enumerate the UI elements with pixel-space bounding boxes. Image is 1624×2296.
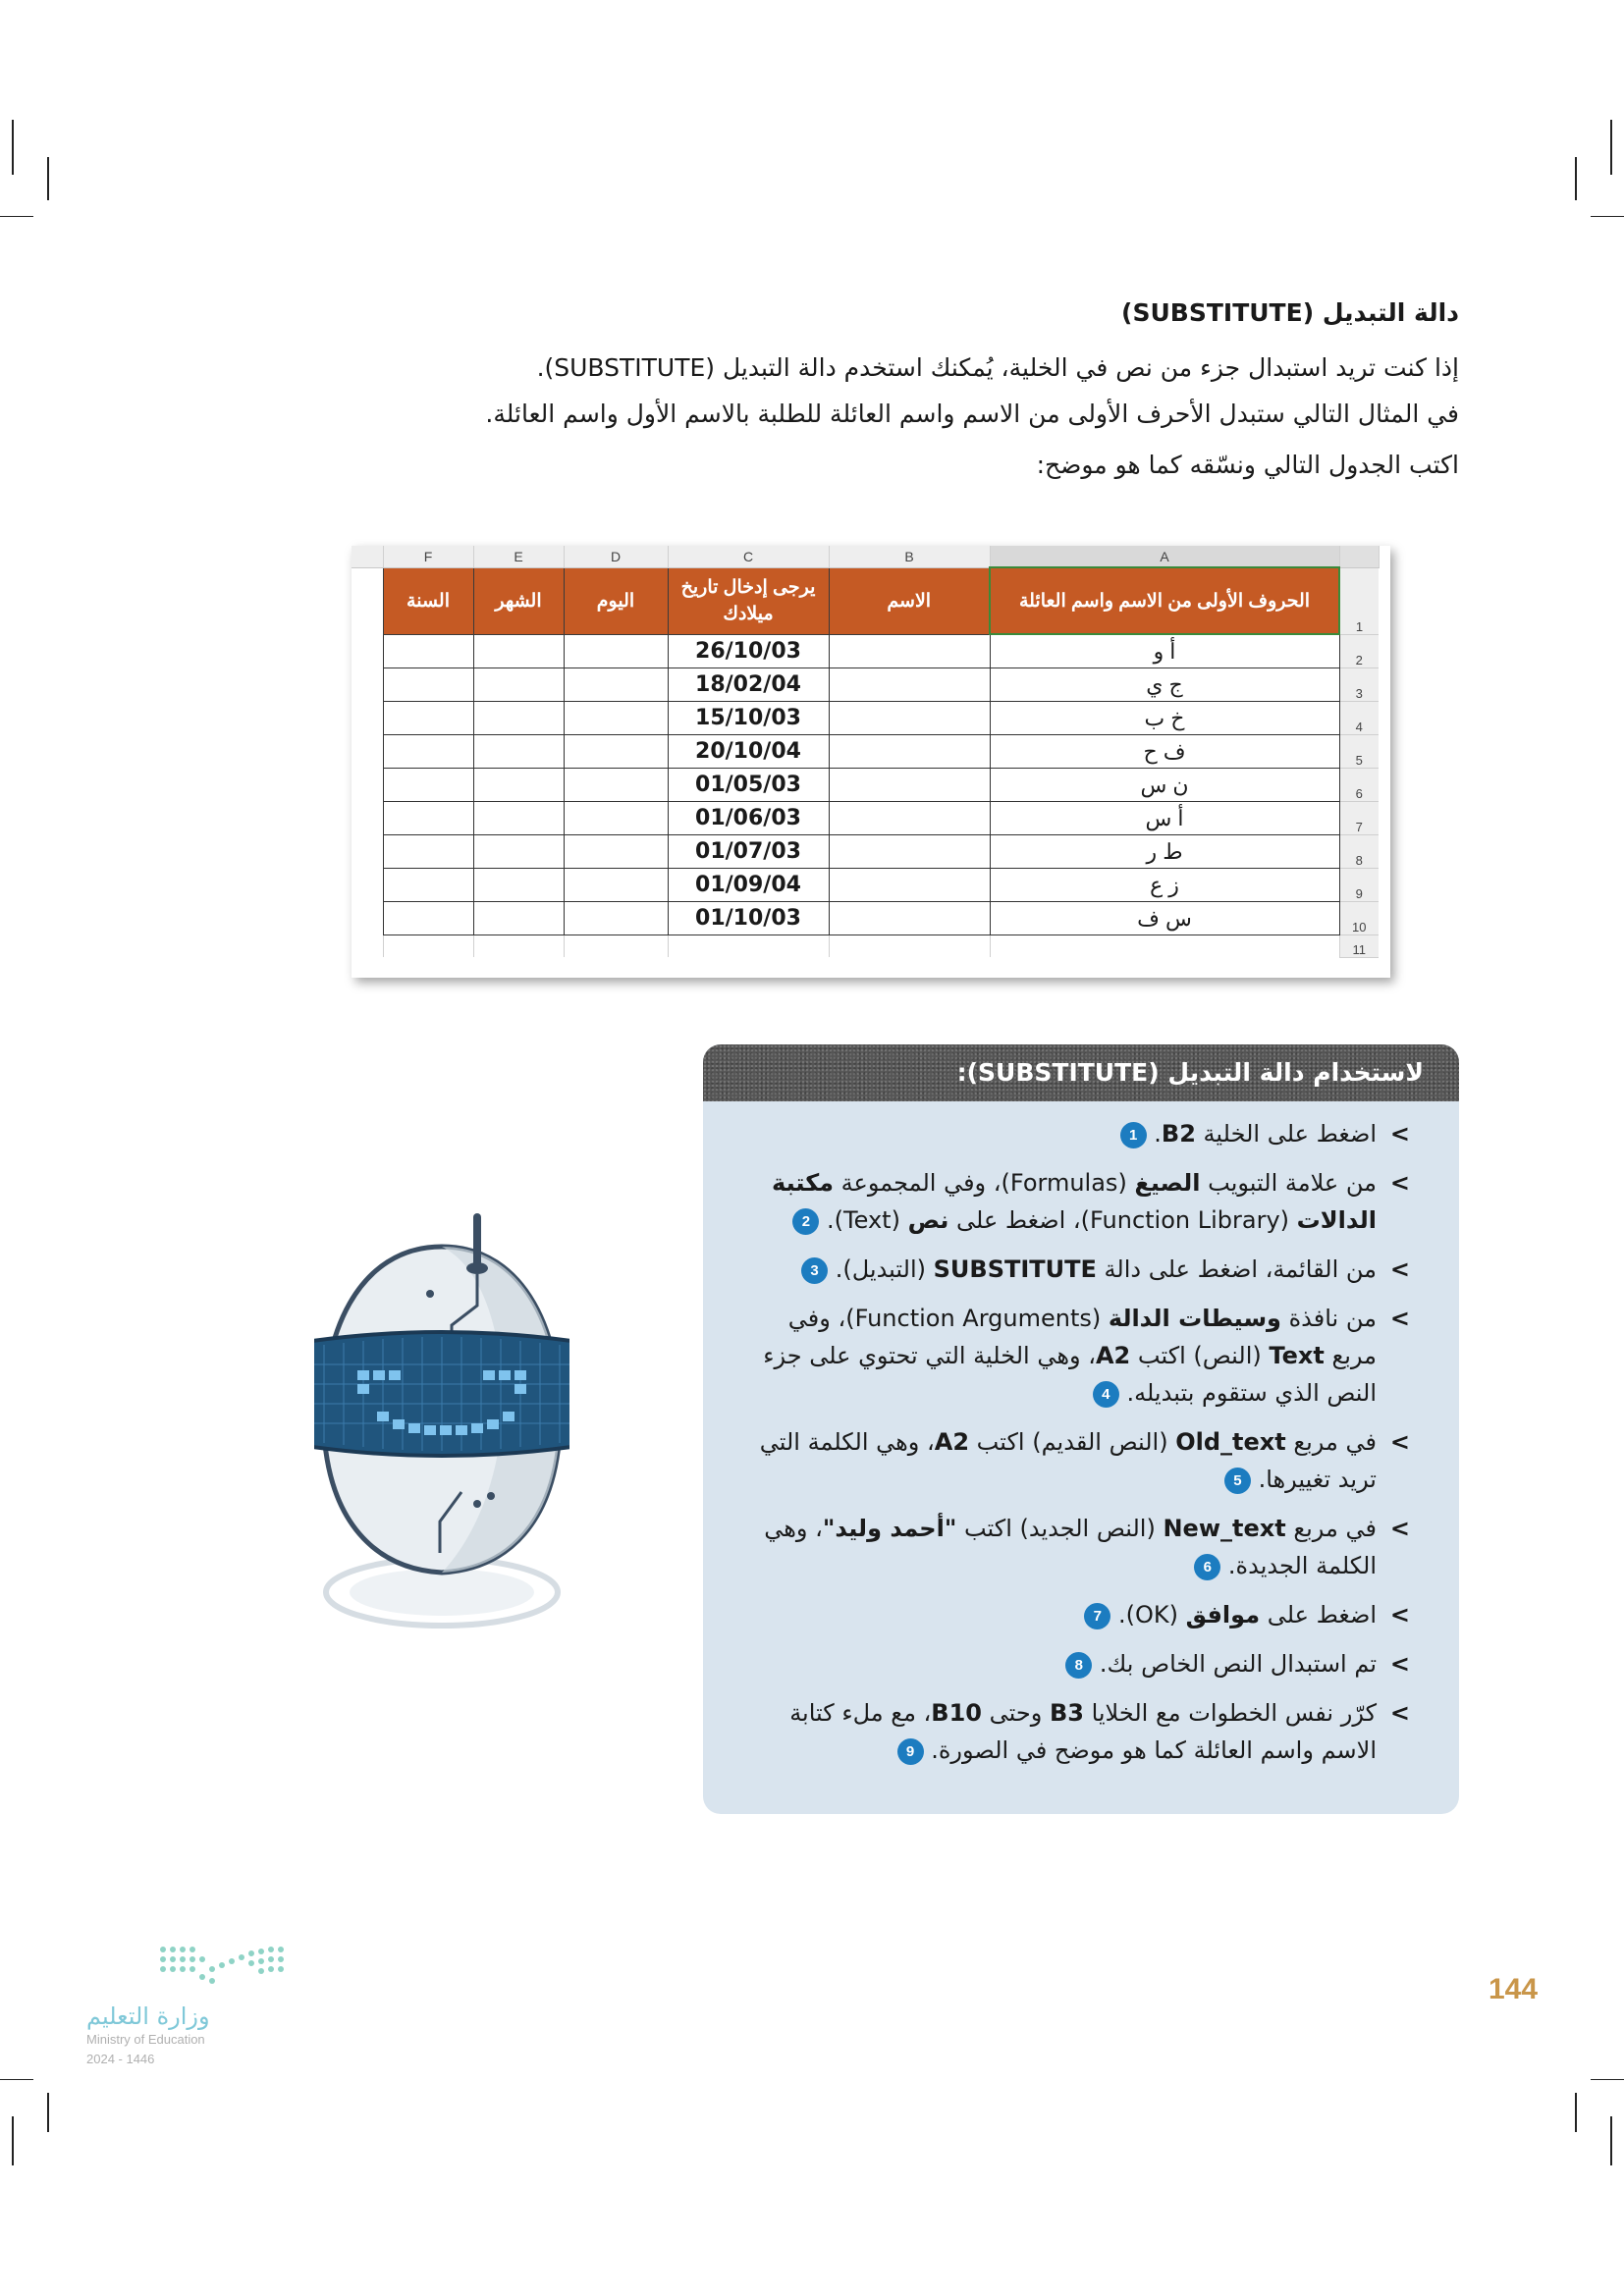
- ministry-year: 2024 - 1446: [86, 2052, 155, 2066]
- row-number[interactable]: 1: [1339, 567, 1379, 634]
- step-arrow-icon: >: [1389, 1255, 1410, 1283]
- crop-mark: [1610, 2116, 1612, 2165]
- row-gutter: [352, 802, 383, 835]
- step-text: ،: [1080, 1342, 1096, 1369]
- birthdate-cell[interactable]: 01/06/03: [668, 802, 829, 835]
- initials-cell[interactable]: ز ع: [990, 869, 1339, 902]
- robot-illustration: [314, 1207, 569, 1639]
- crop-mark: [1591, 216, 1624, 217]
- name-cell[interactable]: [829, 902, 990, 935]
- crop-mark: [47, 157, 49, 200]
- row-gutter: [352, 735, 383, 769]
- crop-mark: [1610, 120, 1612, 175]
- birthdate-cell[interactable]: 01/07/03: [668, 835, 829, 869]
- step-number-badge: 7: [1084, 1603, 1110, 1629]
- steps-list: [703, 1101, 1459, 1769]
- name-cell[interactable]: [829, 634, 990, 668]
- row-number[interactable]: 8: [1339, 835, 1379, 869]
- row-header-gutter: [352, 546, 383, 567]
- day-cell[interactable]: [564, 702, 668, 735]
- robot-dot: [473, 1500, 481, 1508]
- row-gutter: [352, 902, 383, 935]
- row-number[interactable]: 4: [1339, 702, 1379, 735]
- step-bold-term: مكتبة الدالات: [772, 1169, 1377, 1234]
- row-gutter: [352, 769, 383, 802]
- page-number: 144: [1489, 1973, 1539, 2005]
- step-number-badge: 1: [1120, 1122, 1147, 1148]
- header-cell-initials[interactable]: الحروف الأولى من الاسم واسم العائلة: [990, 567, 1339, 634]
- step-number-badge: 4: [1093, 1381, 1119, 1408]
- month-cell[interactable]: [473, 634, 564, 668]
- table-row: [352, 802, 1379, 835]
- row-gutter: [352, 702, 383, 735]
- table-row: [352, 668, 1379, 702]
- month-cell[interactable]: [473, 835, 564, 869]
- initials-cell[interactable]: ج ي: [990, 668, 1339, 702]
- row-gutter: [352, 835, 383, 869]
- step-bold-term: B3: [1049, 1699, 1084, 1727]
- step-number-badge: 3: [801, 1257, 828, 1284]
- crop-mark: [1591, 2079, 1624, 2080]
- robot-dot: [426, 1290, 434, 1298]
- row-gutter: [352, 634, 383, 668]
- crop-mark: [0, 2079, 33, 2080]
- crop-mark: [47, 2093, 49, 2132]
- name-cell[interactable]: [829, 702, 990, 735]
- year-cell[interactable]: [383, 634, 473, 668]
- empty-cell[interactable]: [829, 935, 990, 958]
- day-cell[interactable]: [564, 902, 668, 935]
- header-cell-birthdate[interactable]: يرجى إدخال تاريخ ميلادك: [668, 567, 829, 634]
- step-text: (النص الجديد) اكتب: [956, 1515, 1164, 1542]
- birthdate-cell[interactable]: 26/10/03: [668, 634, 829, 668]
- step-text: (التبديل).: [835, 1255, 934, 1283]
- table-row: [352, 735, 1379, 769]
- column-header-d[interactable]: D: [564, 546, 668, 567]
- robot-dot: [487, 1492, 495, 1500]
- table-row: [352, 869, 1379, 902]
- step-bold-term: الصيغ: [1134, 1169, 1201, 1197]
- spreadsheet-figure: [352, 546, 1390, 978]
- row-number[interactable]: 6: [1339, 769, 1379, 802]
- step-bold-term: New_text: [1163, 1515, 1286, 1542]
- step-bold-term: Text: [1269, 1342, 1325, 1369]
- month-cell[interactable]: [473, 769, 564, 802]
- initials-cell[interactable]: أ و: [990, 634, 1339, 668]
- name-cell[interactable]: [829, 869, 990, 902]
- header-cell-name[interactable]: الاسم: [829, 567, 990, 634]
- birthdate-cell[interactable]: 20/10/04: [668, 735, 829, 769]
- ministry-name-english: Ministry of Education: [86, 2032, 205, 2047]
- select-all-corner[interactable]: [1339, 546, 1379, 567]
- step-number-badge: 6: [1194, 1554, 1220, 1580]
- empty-cell[interactable]: [564, 935, 668, 958]
- column-header-b[interactable]: B: [829, 546, 990, 567]
- row-number[interactable]: 11: [1339, 935, 1379, 958]
- step-text: في مربع: [1285, 1428, 1377, 1456]
- step-bold-term: وسيطات الدالة: [1108, 1305, 1281, 1332]
- day-cell[interactable]: [564, 869, 668, 902]
- day-cell[interactable]: [564, 634, 668, 668]
- ministry-name-arabic: وزارة التعليم: [86, 2002, 210, 2030]
- step-text: (Text).: [827, 1206, 908, 1234]
- step-arrow-icon: >: [1389, 1428, 1410, 1456]
- step-item: [752, 1596, 1410, 1633]
- table-row: [352, 902, 1379, 935]
- step-item: [752, 1510, 1410, 1584]
- month-cell[interactable]: [473, 735, 564, 769]
- step-bold-term: نص: [907, 1206, 949, 1234]
- crop-mark: [0, 216, 33, 217]
- year-cell[interactable]: [383, 735, 473, 769]
- step-text: اضغط على الخلية: [1195, 1120, 1377, 1148]
- robot-antenna-base: [466, 1262, 488, 1274]
- step-bold-term: A2: [934, 1428, 970, 1456]
- step-bold-term: B2: [1161, 1120, 1196, 1148]
- step-text: (النص) اكتب: [1130, 1342, 1270, 1369]
- header-cell-month[interactable]: الشهر: [473, 567, 564, 634]
- crop-mark: [1575, 2093, 1577, 2132]
- year-cell[interactable]: [383, 869, 473, 902]
- header-cell-day[interactable]: اليوم: [564, 567, 668, 634]
- robot-base-glow: [350, 1569, 534, 1616]
- step-arrow-icon: >: [1389, 1120, 1410, 1148]
- table-row: [352, 769, 1379, 802]
- step-item: [752, 1115, 1410, 1152]
- step-item: [752, 1694, 1410, 1769]
- step-text: وهي الكلمة الجديدة.: [764, 1515, 1377, 1579]
- crop-mark: [1575, 157, 1577, 200]
- header-cell-year[interactable]: السنة: [383, 567, 473, 634]
- month-cell[interactable]: [473, 702, 564, 735]
- step-text: وهي الخلية التي تحتوي على جزء النص الذي ستقوم بتبديله.: [763, 1342, 1377, 1407]
- day-cell[interactable]: [564, 668, 668, 702]
- row-gutter: [352, 935, 383, 958]
- steps-box-title: لاستخدام دالة التبديل (SUBSTITUTE):: [703, 1044, 1459, 1101]
- name-cell[interactable]: [829, 835, 990, 869]
- step-text: (Formulas)، وفي المجموعة: [834, 1169, 1135, 1197]
- step-number-badge: 5: [1224, 1468, 1251, 1494]
- step-text: من القائمة، اضغط على دالة: [1096, 1255, 1377, 1283]
- column-header-e[interactable]: E: [473, 546, 564, 567]
- initials-cell[interactable]: س ف: [990, 902, 1339, 935]
- step-text: وحتى: [982, 1699, 1050, 1727]
- column-header-c[interactable]: C: [668, 546, 829, 567]
- intro-line-2: في المثال التالي ستبدل الأحرف الأولى من الاسم واسم العائلة للطلبة بالاسم الأول واسم العائلة.: [485, 400, 1459, 428]
- day-cell[interactable]: [564, 769, 668, 802]
- step-text: (Function Library)، اضغط على: [948, 1206, 1297, 1234]
- table-row: [352, 634, 1379, 668]
- step-arrow-icon: >: [1389, 1601, 1410, 1629]
- year-cell[interactable]: [383, 902, 473, 935]
- name-cell[interactable]: [829, 735, 990, 769]
- year-cell[interactable]: [383, 702, 473, 735]
- birthdate-cell[interactable]: 15/10/03: [668, 702, 829, 735]
- section-heading: دالة التبديل (SUBSTITUTE): [1121, 298, 1459, 327]
- initials-cell[interactable]: خ ب: [990, 702, 1339, 735]
- step-bold-term: Old_text: [1175, 1428, 1286, 1456]
- step-text: (Function Arguments)، وفي مربع: [787, 1305, 1377, 1369]
- step-item: [752, 1423, 1410, 1498]
- crop-mark: [12, 2116, 14, 2165]
- step-arrow-icon: >: [1389, 1169, 1410, 1197]
- steps-box: [703, 1044, 1459, 1814]
- row-number[interactable]: 10: [1339, 902, 1379, 935]
- empty-cell[interactable]: [383, 935, 473, 958]
- step-text: كرّر نفس الخطوات مع الخلايا: [1083, 1699, 1377, 1727]
- intro-line-3: اكتب الجدول التالي ونسّقه كما هو موضح:: [1036, 451, 1459, 479]
- birthdate-cell[interactable]: 01/09/04: [668, 869, 829, 902]
- step-text: تم استبدال النص الخاص بك.: [1099, 1650, 1377, 1678]
- step-text: .: [1154, 1120, 1162, 1148]
- step-item: [752, 1164, 1410, 1239]
- empty-cell[interactable]: [473, 935, 564, 958]
- crop-mark: [12, 120, 14, 175]
- table-row: [352, 835, 1379, 869]
- day-cell[interactable]: [564, 735, 668, 769]
- row-number[interactable]: 9: [1339, 869, 1379, 902]
- step-text: اضغط على: [1260, 1601, 1377, 1629]
- month-cell[interactable]: [473, 668, 564, 702]
- empty-cell[interactable]: [668, 935, 829, 958]
- name-cell[interactable]: [829, 769, 990, 802]
- step-bold-term: SUBSTITUTE: [933, 1255, 1097, 1283]
- initials-cell[interactable]: ن س: [990, 769, 1339, 802]
- row-gutter: [352, 869, 383, 902]
- step-text: (النص القديم) اكتب: [969, 1428, 1176, 1456]
- name-cell[interactable]: [829, 668, 990, 702]
- year-cell[interactable]: [383, 668, 473, 702]
- table-row: [352, 702, 1379, 735]
- birthdate-cell[interactable]: 18/02/04: [668, 668, 829, 702]
- column-header-a[interactable]: A: [990, 546, 1339, 567]
- intro-line-1: إذا كنت تريد استبدال جزء من نص في الخلية، يُمكنك استخدم دالة التبديل (SUBSTITUTE).: [536, 353, 1459, 382]
- birthdate-cell[interactable]: 01/05/03: [668, 769, 829, 802]
- step-arrow-icon: >: [1389, 1305, 1410, 1332]
- initials-cell[interactable]: ط ر: [990, 835, 1339, 869]
- step-arrow-icon: >: [1389, 1515, 1410, 1542]
- step-bold-term: B10: [931, 1699, 982, 1727]
- step-text: وهي الكلمة التي تريد تغييرها.: [759, 1428, 1377, 1493]
- empty-cell[interactable]: [990, 935, 1339, 958]
- step-item: [752, 1251, 1410, 1288]
- step-bold-term: "أحمد وليد": [822, 1515, 957, 1542]
- step-arrow-icon: >: [1389, 1650, 1410, 1678]
- name-cell[interactable]: [829, 802, 990, 835]
- ministry-logo-mark: [82, 1942, 308, 2001]
- step-bold-term: موافق: [1185, 1601, 1261, 1629]
- step-bold-term: A2: [1095, 1342, 1131, 1369]
- initials-cell[interactable]: أ س: [990, 802, 1339, 835]
- step-number-badge: 2: [792, 1208, 819, 1235]
- row-number[interactable]: 3: [1339, 668, 1379, 702]
- step-text: ،: [807, 1515, 823, 1542]
- month-cell[interactable]: [473, 902, 564, 935]
- row-number[interactable]: 5: [1339, 735, 1379, 769]
- year-cell[interactable]: [383, 802, 473, 835]
- month-cell[interactable]: [473, 802, 564, 835]
- month-cell[interactable]: [473, 869, 564, 902]
- step-item: [752, 1300, 1410, 1412]
- step-text: من نافذة: [1280, 1305, 1377, 1332]
- day-cell[interactable]: [564, 835, 668, 869]
- row-number[interactable]: 7: [1339, 802, 1379, 835]
- column-header-f[interactable]: F: [383, 546, 473, 567]
- birthdate-cell[interactable]: 01/10/03: [668, 902, 829, 935]
- day-cell[interactable]: [564, 802, 668, 835]
- row-number[interactable]: 2: [1339, 634, 1379, 668]
- step-number-badge: 9: [897, 1738, 924, 1765]
- row-gutter: [352, 668, 383, 702]
- step-text: في مربع: [1285, 1515, 1377, 1542]
- step-text: ،: [919, 1428, 935, 1456]
- step-arrow-icon: >: [1389, 1699, 1410, 1727]
- step-text: (OK).: [1117, 1601, 1186, 1629]
- step-text: ، مع ملء كتابة الاسم واسم العائلة كما هو موضح في الصورة.: [789, 1699, 1377, 1764]
- step-number-badge: 8: [1065, 1652, 1092, 1679]
- row-gutter: [352, 567, 383, 634]
- year-cell[interactable]: [383, 769, 473, 802]
- step-text: من علامة التبويب: [1200, 1169, 1377, 1197]
- step-item: [752, 1645, 1410, 1682]
- initials-cell[interactable]: ف ح: [990, 735, 1339, 769]
- year-cell[interactable]: [383, 835, 473, 869]
